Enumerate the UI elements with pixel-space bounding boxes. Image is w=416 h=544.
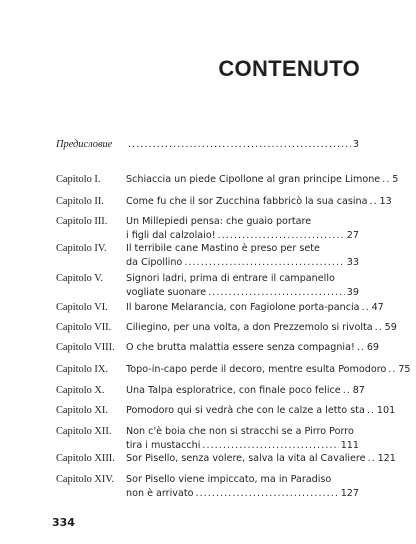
dot-leader <box>195 487 338 501</box>
toc-entry-title: da Cipollino <box>126 257 183 268</box>
toc-entry-line <box>126 473 359 487</box>
toc-page-number: 59 <box>384 322 397 333</box>
toc-entry-line <box>126 138 359 152</box>
toc-entry-text <box>126 452 396 466</box>
dot-leader <box>367 404 375 418</box>
toc-entry-title: Un Millepiedi pensa: che guaio portare <box>126 216 312 227</box>
toc-page-number: 127 <box>340 488 359 499</box>
toc-entry-label: Capitolo IX. <box>56 364 108 375</box>
toc-page-number: 33 <box>346 257 359 268</box>
toc-entry-title: i figli dal calzolaio! <box>126 230 216 241</box>
dot-leader <box>370 195 378 209</box>
toc-entry-title: Sor Pisello viene impiccato, ma in Paradiso <box>126 474 332 485</box>
toc-entry-title: non è arrivato <box>126 488 194 499</box>
toc-entry-line <box>126 242 359 256</box>
toc-entry-line <box>126 286 359 300</box>
toc-entry-title: Pomodoro qui si vedrà che con le calze a letto sta <box>126 405 365 416</box>
dot-leader <box>184 256 344 270</box>
toc-page-number: 87 <box>352 385 365 396</box>
toc-entry-line <box>126 487 359 501</box>
page-number: 334 <box>52 516 75 529</box>
toc-entry-label: Capitolo VIII. <box>56 342 115 353</box>
toc-page-number: 121 <box>377 453 396 464</box>
toc-entry-line <box>126 272 359 286</box>
toc-entry-label: Capitolo II. <box>56 196 104 207</box>
toc-entry-text <box>126 384 365 398</box>
toc-page-number: 47 <box>371 302 384 313</box>
toc-entry-line <box>126 301 384 315</box>
toc-entry-title: Non c'è boia che non si stracchi se a Pirro Porro <box>126 426 354 437</box>
toc-entry-title: vogliate suonare <box>126 287 207 298</box>
toc-entry-title: Una Talpa esploratrice, con finale poco felice <box>126 385 341 396</box>
toc-entry-text <box>126 195 392 209</box>
toc-entry-title: Sor Pisello, senza volere, salva la vita al Cavaliere <box>126 453 366 464</box>
toc-entry-label: Capitolo XII. <box>56 426 112 437</box>
dot-leader <box>202 439 338 453</box>
toc-page-number: 101 <box>376 405 396 416</box>
toc-entry-title: Il terribile cane Mastino è preso per sete <box>126 243 320 254</box>
dot-leader <box>218 229 345 243</box>
toc-page-number: 75 <box>398 364 411 375</box>
dot-leader <box>368 452 376 466</box>
dot-leader <box>388 363 396 377</box>
toc-entry-label: Предисловие <box>56 139 113 150</box>
toc-entry-line <box>126 404 396 418</box>
toc-page-number: 3 <box>352 139 359 150</box>
toc-entry-label: Capitolo XI. <box>56 405 108 416</box>
toc-entry-title: Ciliegino, per una volta, a don Prezzemolo si rivolta <box>126 322 373 333</box>
toc-entry-label: Capitolo VII. <box>56 322 112 333</box>
toc-entry-label: Capitolo VI. <box>56 302 108 313</box>
toc-page-number: 39 <box>346 287 359 298</box>
toc-entry-line <box>126 384 365 398</box>
toc-entry-label: Capitolo XIII. <box>56 453 115 464</box>
dot-leader <box>357 341 365 355</box>
toc-entry-line <box>126 215 359 229</box>
toc-entry-text <box>126 404 396 418</box>
toc-entry-label: Capitolo IV. <box>56 243 107 254</box>
toc-page-number: 13 <box>379 196 392 207</box>
toc-entry-line <box>126 256 359 270</box>
toc-entry-title: tira i mustacchi <box>126 440 201 451</box>
toc-entry-text <box>126 272 359 300</box>
toc-entry-label: Capitolo V. <box>56 273 103 284</box>
toc-entry-title: Schiaccia un piede Cipollone al gran principe Limone <box>126 174 381 185</box>
toc-entry-text <box>126 321 397 335</box>
toc-entry-line <box>126 341 380 355</box>
toc-entry-label: Capitolo I. <box>56 174 101 185</box>
toc-entry-title: Signori ladri, prima di entrare il campanello <box>126 273 335 284</box>
toc-entry-line <box>126 173 399 187</box>
dot-leader <box>208 286 345 300</box>
toc-page-number: 27 <box>346 230 359 241</box>
toc-entry-line <box>126 425 359 439</box>
toc-entry-text <box>126 341 380 355</box>
page-title: CONTENUTO <box>218 56 360 81</box>
dot-leader <box>375 321 383 335</box>
toc-entry-text <box>126 473 359 501</box>
toc-page-number: 69 <box>366 342 380 353</box>
toc-entry-label: Capitolo XIV. <box>56 474 115 485</box>
toc-entry-line <box>126 229 359 243</box>
toc-entry-line <box>126 439 359 453</box>
toc-entry-line <box>126 195 392 209</box>
toc-entry-line <box>126 452 396 466</box>
toc-entry-line <box>126 363 411 377</box>
toc-entry-title: Topo-in-capo perde il decoro, mentre esulta Pomodoro <box>126 364 387 375</box>
dot-leader <box>343 384 351 398</box>
toc-entry-title: Come fu che il sor Zucchina fabbricò la sua casina <box>126 196 368 207</box>
toc-entry-title: Il barone Melarancia, con Fagiolone porta-pancia <box>126 302 360 313</box>
toc-entry-line <box>126 321 397 335</box>
toc-entry-text <box>126 363 411 377</box>
toc-entry-text <box>126 301 384 315</box>
toc-entry-label: Capitolo III. <box>56 216 108 227</box>
toc-entry-label: Capitolo X. <box>56 385 105 396</box>
dot-leader <box>362 301 370 315</box>
dot-leader <box>128 138 351 152</box>
toc-entry-title: O che brutta malattia essere senza compagnia! <box>126 342 355 353</box>
toc-entry-text <box>126 138 359 152</box>
toc-entry-text <box>126 425 359 453</box>
toc-entry-text <box>126 173 399 187</box>
toc-page-number: 5 <box>392 174 399 185</box>
toc-entry-text <box>126 242 359 270</box>
dot-leader <box>382 173 390 187</box>
toc-page-number: 111 <box>340 440 359 451</box>
toc-entry-text <box>126 215 359 243</box>
